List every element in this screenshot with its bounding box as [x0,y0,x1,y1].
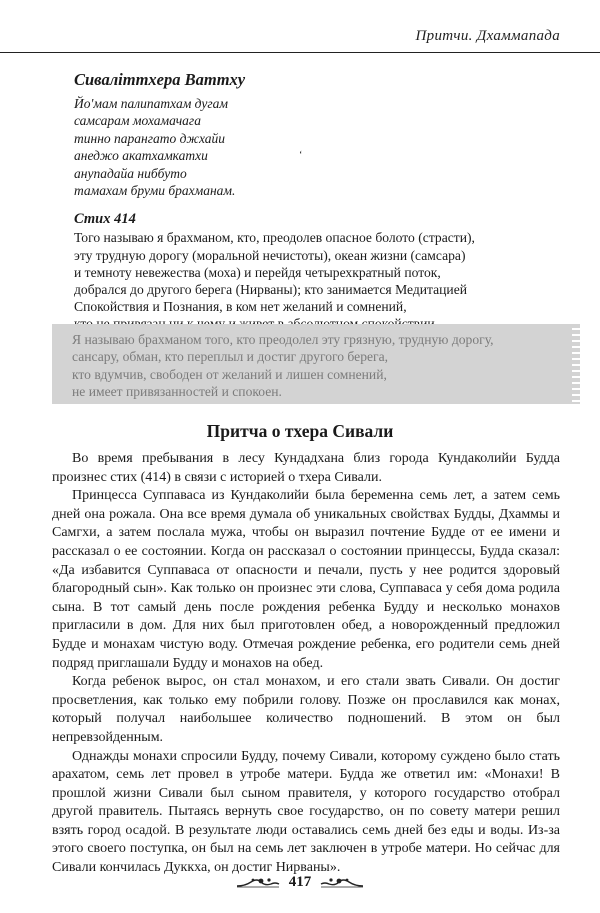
quote-line: сансару, обман, кто переплыл и достиг другого берега, [72,349,389,365]
pali-verse [74,95,514,199]
quote-line: кто вдумчив, свободен от желаний и лишен сомнений, [72,366,387,382]
stanza-title: Стих 414 [74,211,136,228]
pali-line: самсарам мохамачага [74,113,201,129]
quote-line: не имеет привязанностей и спокоен. [72,383,282,399]
story-paragraph: Когда ребенок вырос, он стал монахом, и его стали звать Сивали. Он достиг просветления, как только ему побрили голову. Позже он прославился как монах, который получал наибольшее количество подношений. В этом он был непревзойденным. [52,674,560,745]
story-text [52,450,560,878]
page-footer [0,873,600,891]
translation-line: Того называю я брахманом, кто, преодолев опасное болото (страсти), [74,230,475,246]
left-ornament-icon [235,875,281,889]
stanza-translation [74,229,514,332]
translation-line: добрался до другого берега (Нирваны); кто занимается Медитацией [74,282,468,298]
stray-mark: ʻ [299,150,303,161]
story-title: Притча о тхера Сивали [206,421,394,441]
pali-title: Сиваліттхера Ваттху [74,70,246,89]
header-rule [0,52,600,53]
translation-line: Спокойствия и Познания, в ком нет желаний и сомнений, [74,299,407,315]
running-head: Притчи. Дхаммапада [415,28,560,44]
right-ornament-icon [319,875,365,889]
translation-line: эту трудную дорогу (моральной нечистоты), океан жизни (самсара) [74,247,466,263]
pali-line: анупадайа ниббуто [74,165,187,181]
pali-line: анеджо акатхамкатхи [74,148,208,164]
pali-line: тамахам бруми брахманам. [74,183,236,199]
quote-box-scalloped-edge [572,324,580,404]
page-number: 417 [288,873,312,890]
story-paragraph: Во время пребывания в лесу Кундадхана близ города Кундаколийи Будда произнес стих (414) в связи с историей о тхера Сивали. [52,451,560,485]
pali-line: тинно парангато джхайи [74,130,226,146]
story-paragraph: Принцесса Суппаваса из Кундаколийи была беременна семь лет, а затем семь дней она рожала. Она все время думала об уникальных свойствах Будды, Дхаммы и Самгхи, а затем послала мужа, чтобы он выразил почтение Будде от ее имени и рассказал о ее состоянии. Когда он рассказал о состоянии принцессы, Будда сказал: «Да избавится Суппаваса от опасности и печали, пусть у нее родится здоровый благородный сын». Как только он произнес эти слова, Суппаваса у себя дома родила сына. В тот самый день после рождения ребенка Будду и несколько монахов пригласили в дом. Для них был приготовлен обед, а новорожденный предложил Будде и монахам чистую воду. Отмечая рождение ребенка, его родители семь дней подряд приглашали Будду и монахов на обед. [52,488,560,671]
quote-box [52,324,572,404]
translation-line: и темноту невежества (моха) и перейдя четырехкратный поток, [74,264,441,280]
story-paragraph: Однажды монахи спросили Будду, почему Сивали, которому суждено было стать арахатом, семь лет провел в утробе матери. Будда же ответил им: «Монахи! В прошлой жизни Сивали был сыном правителя, у которого государство отобрал другой правитель. Пытаясь вернуть свое государство, он по совету матери решил взять город осадой. В результате люди оставались семь дней без еды и воды. Из-за этого своего поступка, он был на семь лет заключен в утробе матери. Но сейчас для Сивали кончилась Дуккха, он достиг Нирваны». [52,748,560,876]
verse-block [74,70,514,333]
quote-line: Я называю брахманом того, кто преодолел эту грязную, трудную дорогу, [72,332,494,347]
pali-line: Йо'мам палипатхам дугам [74,96,228,111]
